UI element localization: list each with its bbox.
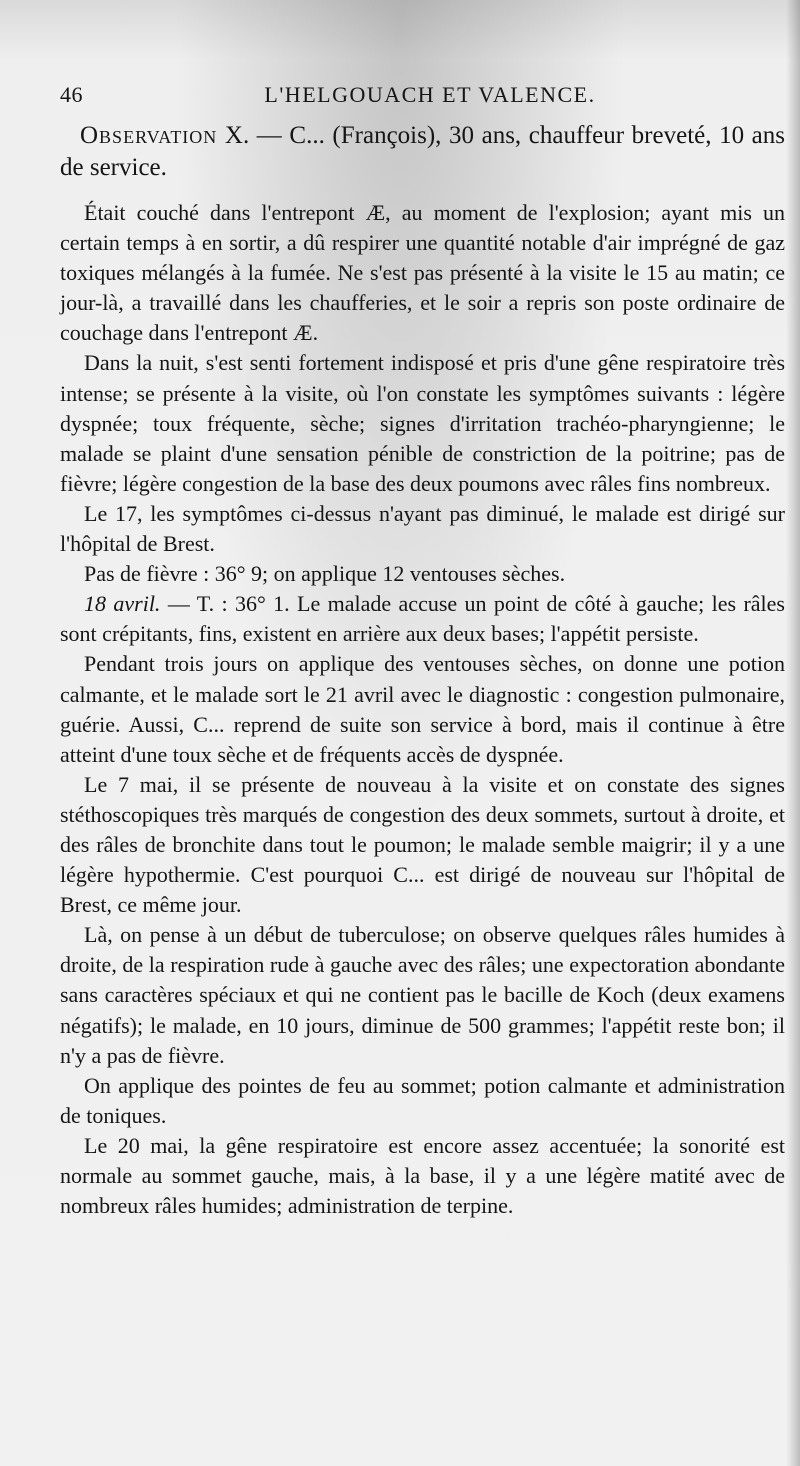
observation-heading-text: X. — C... (François), 30 ans, chauffeur breveté, 10 ans de service.: [60, 122, 785, 181]
paragraph-5: Pendant trois jours on applique des ventouses sèches, on donne une potion calmante, et le malade sort le 21 avril avec le diagnostic : congestion pulmonaire, guérie. Aussi, C... reprend de suite son service à bord, mais il continue à être atteint d'une toux sèche et de fréquents accès de dyspnée.: [60, 651, 785, 767]
paragraph-6: Le 7 mai, il se présente de nouveau à la visite et on constate des signes stéthoscopiques très marqués de congestion des deux sommets, surtout à droite, et des râles de bronchite dans tout le poumon; le malade semble maigrir; il y a une légère hypothermie. C'est pourquoi C... est dirigé de nouveau sur l'hôpital de Brest, ce même jour.: [60, 771, 785, 918]
paragraph-1: Était couché dans l'entrepont Æ, au moment de l'explosion; ayant mis un certain temps à en sortir, a dû respirer une quantité notable d'air imprégné de gaz toxiques mélangés à la fumée. Ne s'est pas présenté à la visite le 15 au matin; ce jour-là, a travaillé dans les chaufferies, et le soir a repris son poste ordinaire de couchage dans l'entrepont Æ.: [60, 200, 785, 346]
entry-text: — T. : 36° 1. Le malade accuse un point de côté à gauche; les râles sont crépitants, fins, existent en arrière aux deux bases; l'appétit persiste.: [60, 591, 785, 647]
page-edge-shadow: [786, 0, 800, 1466]
body-text: [60, 120, 785, 1221]
paragraph-3: Le 17, les symptômes ci-dessus n'ayant pas diminué, le malade est dirigé sur l'hôpital de Brest.: [60, 500, 785, 557]
observation-heading: [60, 120, 785, 184]
page-number: 46: [60, 82, 83, 107]
running-title: L'HELGOUACH ET VALENCE.: [264, 82, 596, 107]
dated-entry: [60, 589, 785, 649]
paragraph-8: On applique des pointes de feu au sommet; potion calmante et administration de toniques.: [60, 1072, 785, 1128]
paragraph-2: Dans la nuit, s'est senti fortement indisposé et pris d'une gêne respiratoire très intense; se présente à la visite, où l'on constate les symptômes suivants : légère dyspnée; toux fréquente, sèche; signes d'irritation trachéo-pharyngienne; le malade se plaint d'une sensation pénible de constriction de la poitrine; pas de fièvre; légère congestion de la base des deux poumons avec râles fins nombreux.: [60, 350, 785, 496]
page-header: [60, 78, 770, 118]
paragraph-7: Là, on pense à un début de tuberculose; on observe quelques râles humides à droite, de la respiration rude à gauche avec des râles; une expectoration abondante sans caractères spéciaux et qui ne contient pas le bacille de Koch (deux examens négatifs); le malade, en 10 jours, diminue de 500 grammes; l'appétit reste bon; il n'y a pas de fièvre.: [60, 922, 785, 1068]
paragraph-4: Pas de fièvre : 36° 9; on applique 12 ventouses sèches.: [84, 561, 566, 587]
entry-date: 18 avril.: [84, 591, 161, 617]
paragraph-9: Le 20 mai, la gêne respiratoire est encore assez accentuée; la sonorité est normale au sommet gauche, mais, à la base, il y a une légère matité avec de nombreux râles humides; administration de terpine.: [60, 1132, 785, 1219]
observation-label: Observation: [80, 122, 218, 149]
